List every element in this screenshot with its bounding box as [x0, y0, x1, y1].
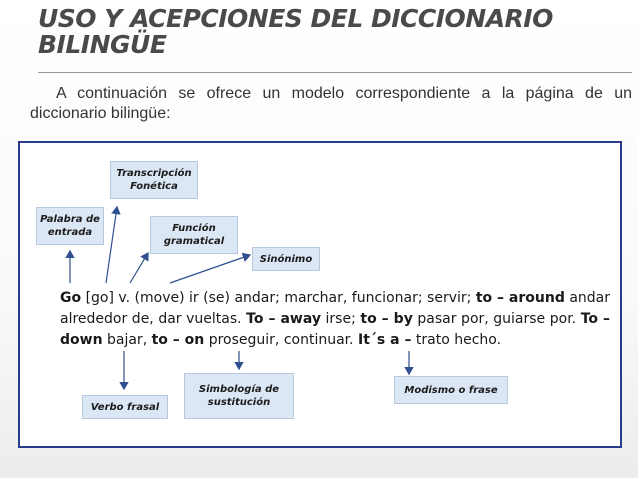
- arrow-funcion: [130, 253, 148, 283]
- label-funcion-line1: Función: [172, 223, 216, 234]
- entry-phrase-1: to – around: [475, 290, 565, 306]
- label-transcripcion-line1: Transcripción: [116, 168, 192, 179]
- label-verbo-frasal: [82, 395, 168, 419]
- slide-title-line1: USO Y ACEPCIONES DEL DICCIONARIO: [38, 4, 553, 33]
- entry-phrase-5: to – on: [151, 332, 205, 348]
- slide-title-line2: BILINGÜE: [38, 30, 167, 59]
- label-modismo-text: Modismo o frase: [404, 384, 498, 396]
- entry-text-4: bajar,: [102, 332, 152, 348]
- label-simbologia-sustitucion: [184, 373, 294, 419]
- label-modismo-frase: [394, 376, 508, 404]
- entry-text-1: andar alrededor de, dar vueltas.: [60, 290, 611, 327]
- label-transcripcion-line2: Fonética: [130, 181, 178, 192]
- intro-paragraph: A continuación se ofrece un modelo correspondiente a la página de un diccionario bilingüe:: [30, 85, 632, 122]
- label-sinonimo-text: Sinónimo: [259, 253, 313, 265]
- entry-text-3: pasar por, guiarse por.: [412, 311, 581, 327]
- arrow-transcripcion: [106, 207, 117, 283]
- label-simbologia-line1: Simbología de: [198, 384, 280, 395]
- entry-text-5: proseguir, continuar.: [204, 332, 359, 348]
- entry-phrase-2: To – away: [246, 311, 321, 327]
- label-funcion-line2: gramatical: [163, 236, 225, 247]
- title-divider: [38, 72, 632, 73]
- label-simbologia-line2: sustitución: [207, 397, 271, 408]
- label-transcripcion-fonetica: [110, 161, 198, 199]
- entry-text-2: irse;: [320, 311, 361, 327]
- label-funcion-gramatical: [150, 216, 238, 254]
- entry-phrase-6: It´s a –: [358, 332, 412, 348]
- label-palabra-de-entrada: [36, 207, 104, 245]
- label-verbo-frasal-text: Verbo frasal: [90, 401, 160, 413]
- arrow-sinonimo: [170, 255, 250, 283]
- entry-pron: [go] v. (move) ir (se) andar; marchar, funcionar; servir;: [81, 290, 476, 306]
- dictionary-entry: [60, 288, 610, 351]
- entry-phrase-3: to – by: [360, 311, 413, 327]
- entry-text-6: trato hecho.: [411, 332, 502, 348]
- entry-headword: Go: [60, 290, 82, 306]
- label-palabra-line1: Palabra de: [40, 214, 100, 225]
- dictionary-figure: [18, 141, 622, 448]
- entry-phrase-4: To – down: [60, 311, 610, 348]
- label-sinonimo: [252, 247, 320, 271]
- slide-title: [38, 6, 618, 58]
- label-palabra-line2: entrada: [47, 227, 93, 238]
